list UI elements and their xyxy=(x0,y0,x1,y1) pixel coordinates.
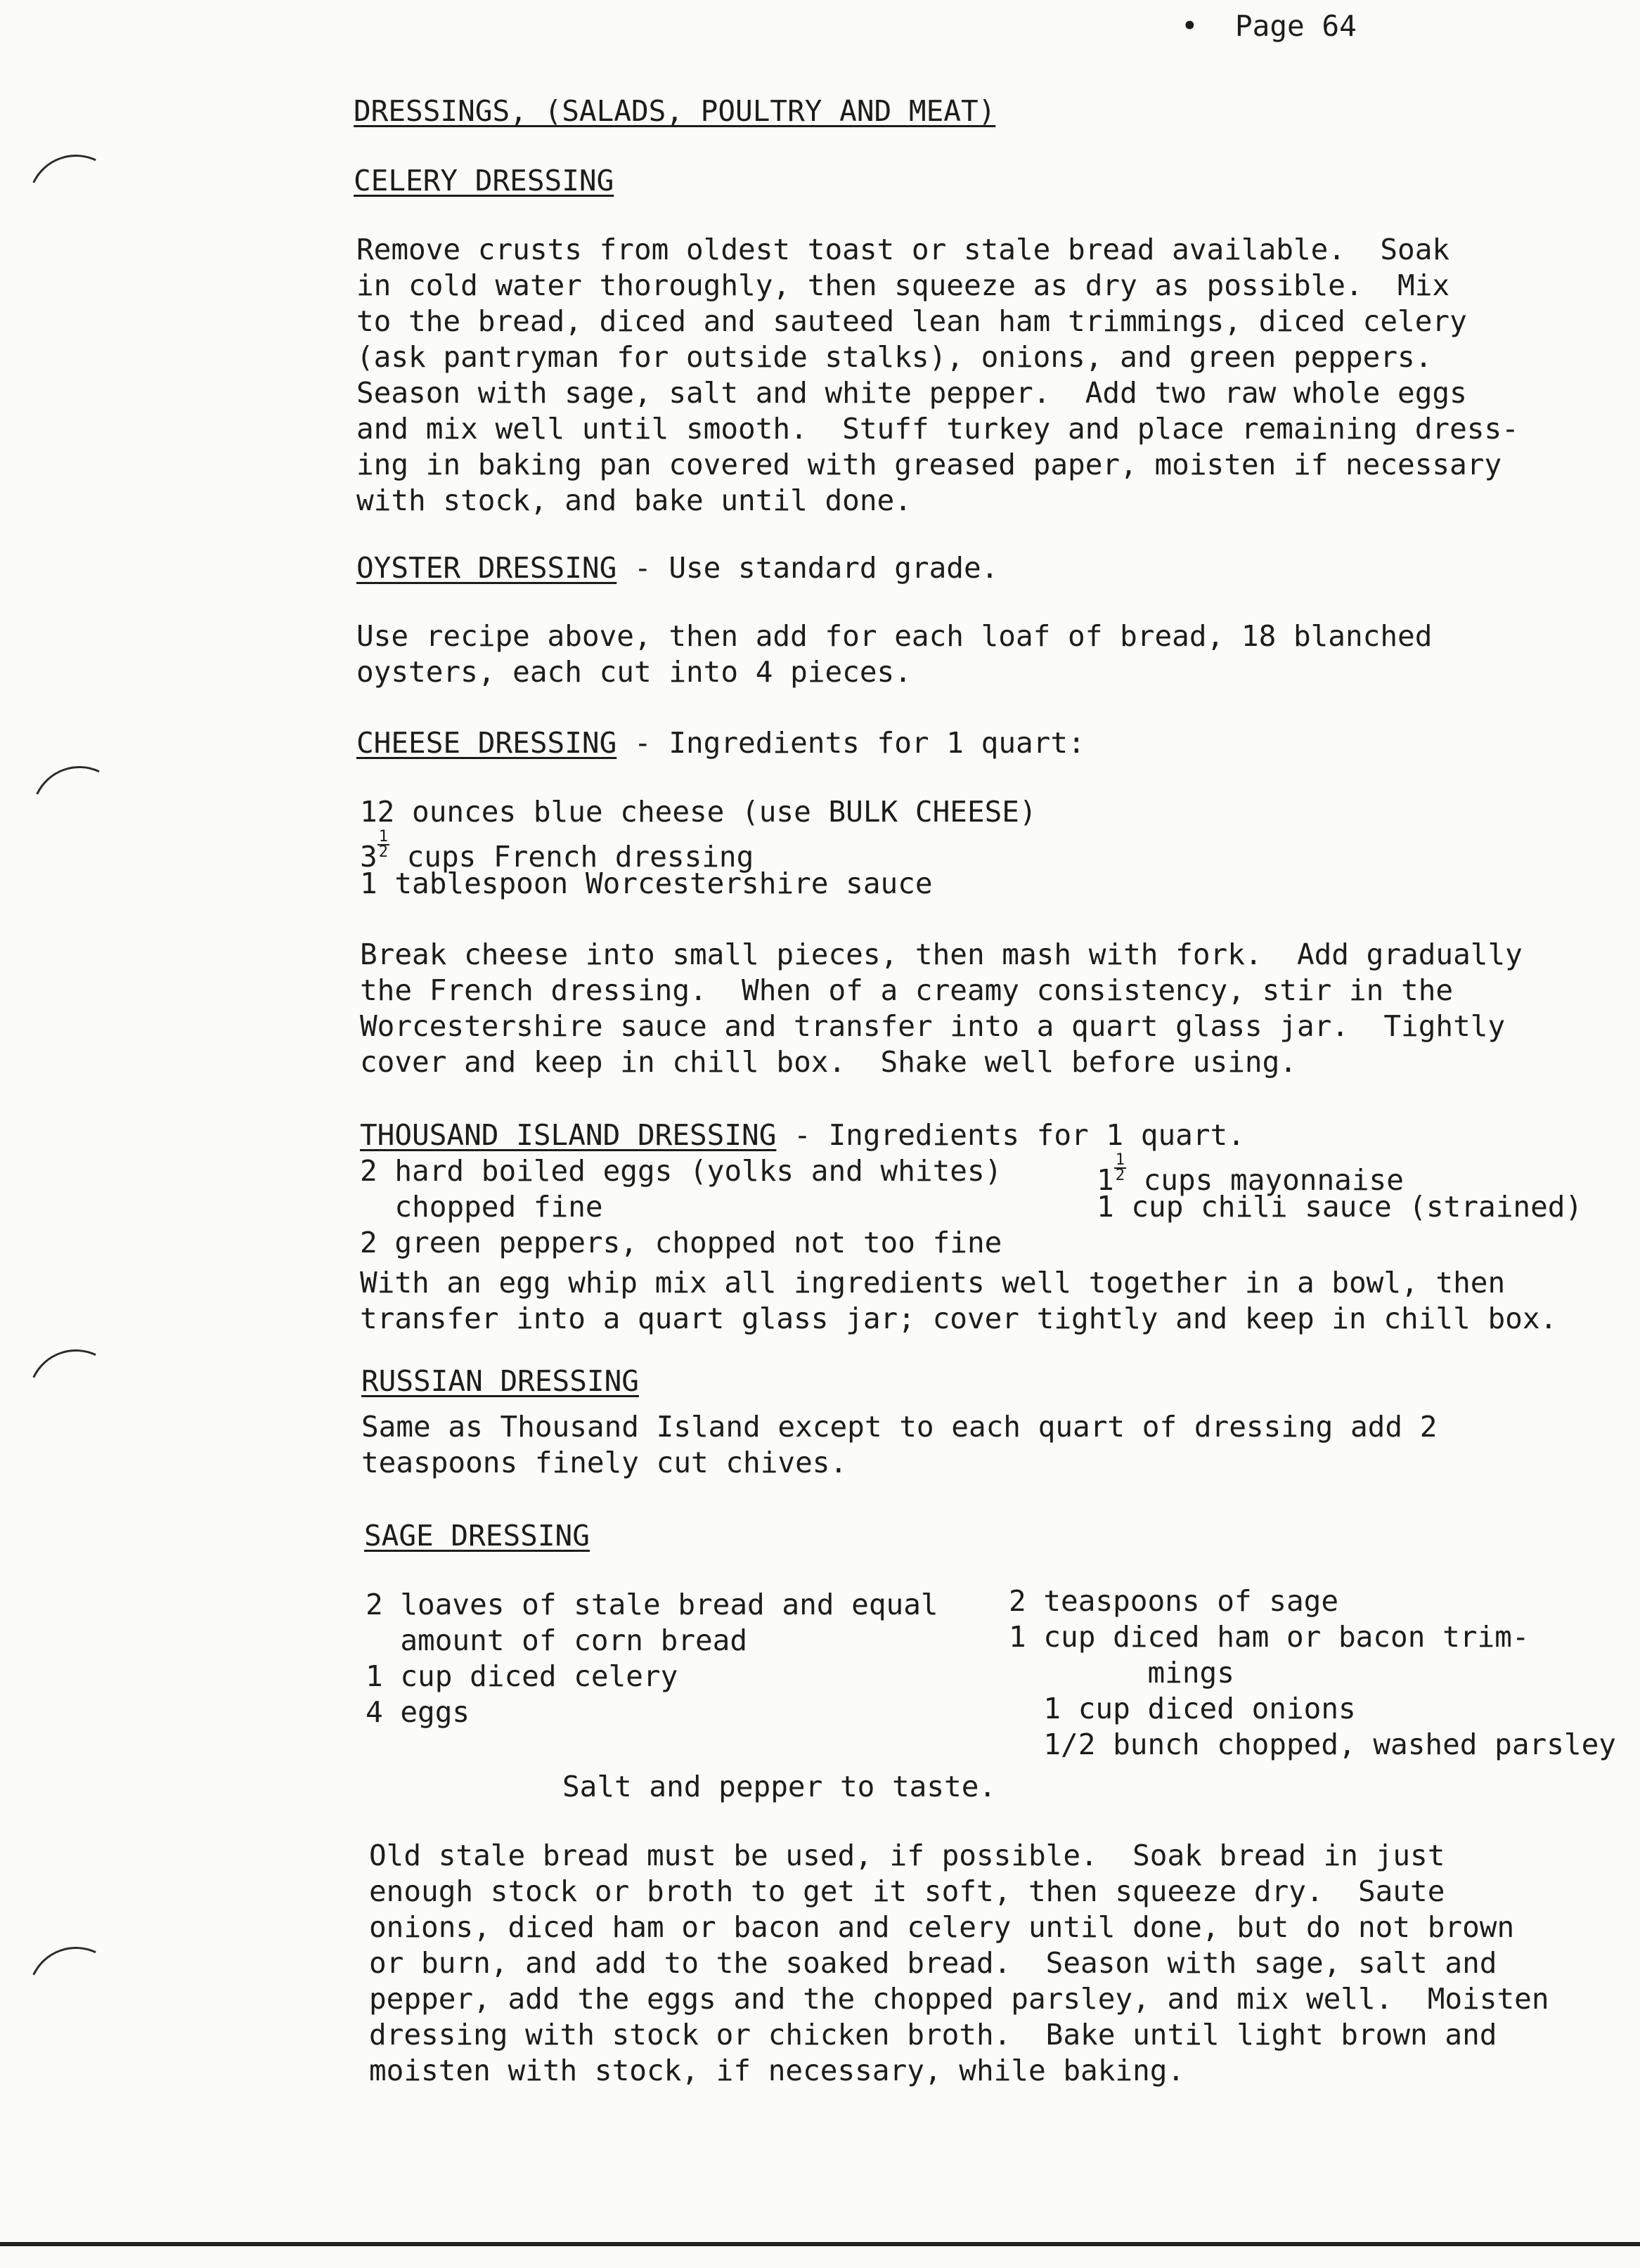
ingredient-line: amount of corn bread xyxy=(366,1624,748,1657)
punch-hole-mark xyxy=(15,141,137,264)
thousand-island-heading xyxy=(360,1117,1245,1153)
body-line: ing in baking pan covered with greased paper, moisten if necessary xyxy=(356,448,1502,481)
punch-hole-mark xyxy=(15,1933,137,2056)
body-line: to the bread, diced and sauteed lean ham trimmings, diced celery xyxy=(356,304,1467,338)
fraction-denominator: 2 xyxy=(1115,1167,1125,1184)
body-line: cover and keep in chill box. Shake well before using. xyxy=(360,1045,1297,1079)
body-line: Break cheese into small pieces, then mash with fork. Add gradually xyxy=(360,938,1523,971)
ingredient-line: mings xyxy=(1009,1656,1234,1690)
punch-hole-mark xyxy=(18,753,141,875)
thousand-island-title: THOUSAND ISLAND DRESSING xyxy=(360,1118,777,1152)
body-line: pepper, add the eggs and the chopped parsley, and mix well. Moisten xyxy=(369,1982,1549,2016)
fraction-whole: 3 xyxy=(360,840,377,874)
body-line: transfer into a quart glass jar; cover tightly and keep in chill box. xyxy=(360,1302,1558,1335)
body-line: moisten with stock, if necessary, while baking. xyxy=(369,2054,1185,2087)
oyster-dressing-title: OYSTER DRESSING xyxy=(356,551,617,585)
body-line: in cold water thoroughly, then squeeze as dry as possible. Mix xyxy=(356,268,1450,302)
celery-dressing-title: CELERY DRESSING xyxy=(354,164,614,197)
body-line: the French dressing. When of a creamy consistency, stir in the xyxy=(360,973,1454,1007)
fraction-denominator: 2 xyxy=(378,843,388,861)
body-line: oysters, each cut into 4 pieces. xyxy=(356,655,912,689)
body-line: Same as Thousand Island except to each quart of dressing add 2 xyxy=(361,1410,1438,1444)
ingredient-line: 1 cup diced ham or bacon trim- xyxy=(1009,1620,1530,1654)
body-line: Season with sage, salt and white pepper. Add two raw whole eggs xyxy=(356,376,1467,410)
ingredient-line: 12 ounces blue cheese (use BULK CHEESE) xyxy=(360,795,1037,829)
cheese-dressing-subtitle: - Ingredients for 1 quart: xyxy=(616,726,1085,760)
body-line: teaspoons finely cut chives. xyxy=(361,1446,848,1479)
cheese-dressing-heading xyxy=(356,725,1085,761)
body-line: with stock, and bake until done. xyxy=(356,484,912,517)
body-line: and mix well until smooth. Stuff turkey and place remaining dress- xyxy=(356,412,1519,446)
page-number: Page 64 xyxy=(1235,9,1357,43)
punch-hole-mark xyxy=(15,1336,137,1458)
ingredient-line: 1 cup chili sauce (strained) xyxy=(1097,1190,1583,1224)
body-line: onions, diced ham or bacon and celery until done, but do not brown xyxy=(369,1910,1515,1944)
ingredient-line: 2 green peppers, chopped not too fine xyxy=(360,1226,1002,1259)
fraction-half xyxy=(1114,1153,1126,1183)
ingredient-line: 1 tablespoon Worcestershire sauce xyxy=(360,867,933,900)
page-bullet: • xyxy=(1181,9,1199,43)
body-line: (ask pantryman for outside stalks), onions, and green peppers. xyxy=(356,340,1433,374)
body-line: Remove crusts from oldest toast or stale bread available. Soak xyxy=(356,233,1450,266)
body-line: Old stale bread must be used, if possible. Soak bread in just xyxy=(369,1839,1445,1872)
fraction-numerator: 1 xyxy=(1115,1151,1125,1169)
body-line: With an egg whip mix all ingredients well together in a bowl, then xyxy=(360,1266,1506,1300)
ingredient-line: 2 loaves of stale bread and equal xyxy=(366,1588,938,1621)
sage-dressing-title: SAGE DRESSING xyxy=(364,1519,590,1553)
ingredient-line: 2 hard boiled eggs (yolks and whites) xyxy=(360,1154,1002,1188)
thousand-island-subtitle: - Ingredients for 1 quart. xyxy=(776,1118,1245,1152)
body-line: enough stock or broth to get it soft, then squeeze dry. Saute xyxy=(369,1874,1445,1908)
fraction-whole: 1 xyxy=(1097,1163,1114,1197)
body-line: Use recipe above, then add for each loaf of bread, 18 blanched xyxy=(356,619,1433,653)
ingredient-line: 1 cup diced celery xyxy=(366,1659,678,1693)
russian-dressing-title: RUSSIAN DRESSING xyxy=(361,1364,639,1398)
ingredient-text: cups French dressing xyxy=(389,840,754,874)
ingredient-line: 1/2 bunch chopped, washed parsley xyxy=(1009,1728,1616,1761)
ingredient-line: chopped fine xyxy=(360,1190,603,1224)
fraction-half xyxy=(377,830,389,860)
ingredient-text: cups mayonnaise xyxy=(1125,1163,1404,1197)
page-bottom-edge xyxy=(0,2242,1640,2246)
body-line: or burn, and add to the soaked bread. Season with sage, salt and xyxy=(369,1946,1497,1980)
ingredient-line: 2 teaspoons of sage xyxy=(1009,1584,1338,1618)
salt-and-pepper-note: Salt and pepper to taste. xyxy=(562,1770,997,1803)
cheese-dressing-title: CHEESE DRESSING xyxy=(356,726,617,760)
ingredient-line: 4 eggs xyxy=(366,1695,470,1729)
fraction-numerator: 1 xyxy=(378,828,388,845)
oyster-dressing-heading xyxy=(356,550,998,586)
ingredient-line: 1 cup diced onions xyxy=(1009,1692,1356,1725)
oyster-dressing-subtitle: - Use standard grade. xyxy=(616,551,999,585)
body-line: dressing with stock or chicken broth. Bake until light brown and xyxy=(369,2018,1497,2052)
section-title: DRESSINGS, (SALADS, POULTRY AND MEAT) xyxy=(354,94,996,128)
body-line: Worcestershire sauce and transfer into a quart glass jar. Tightly xyxy=(360,1009,1506,1043)
